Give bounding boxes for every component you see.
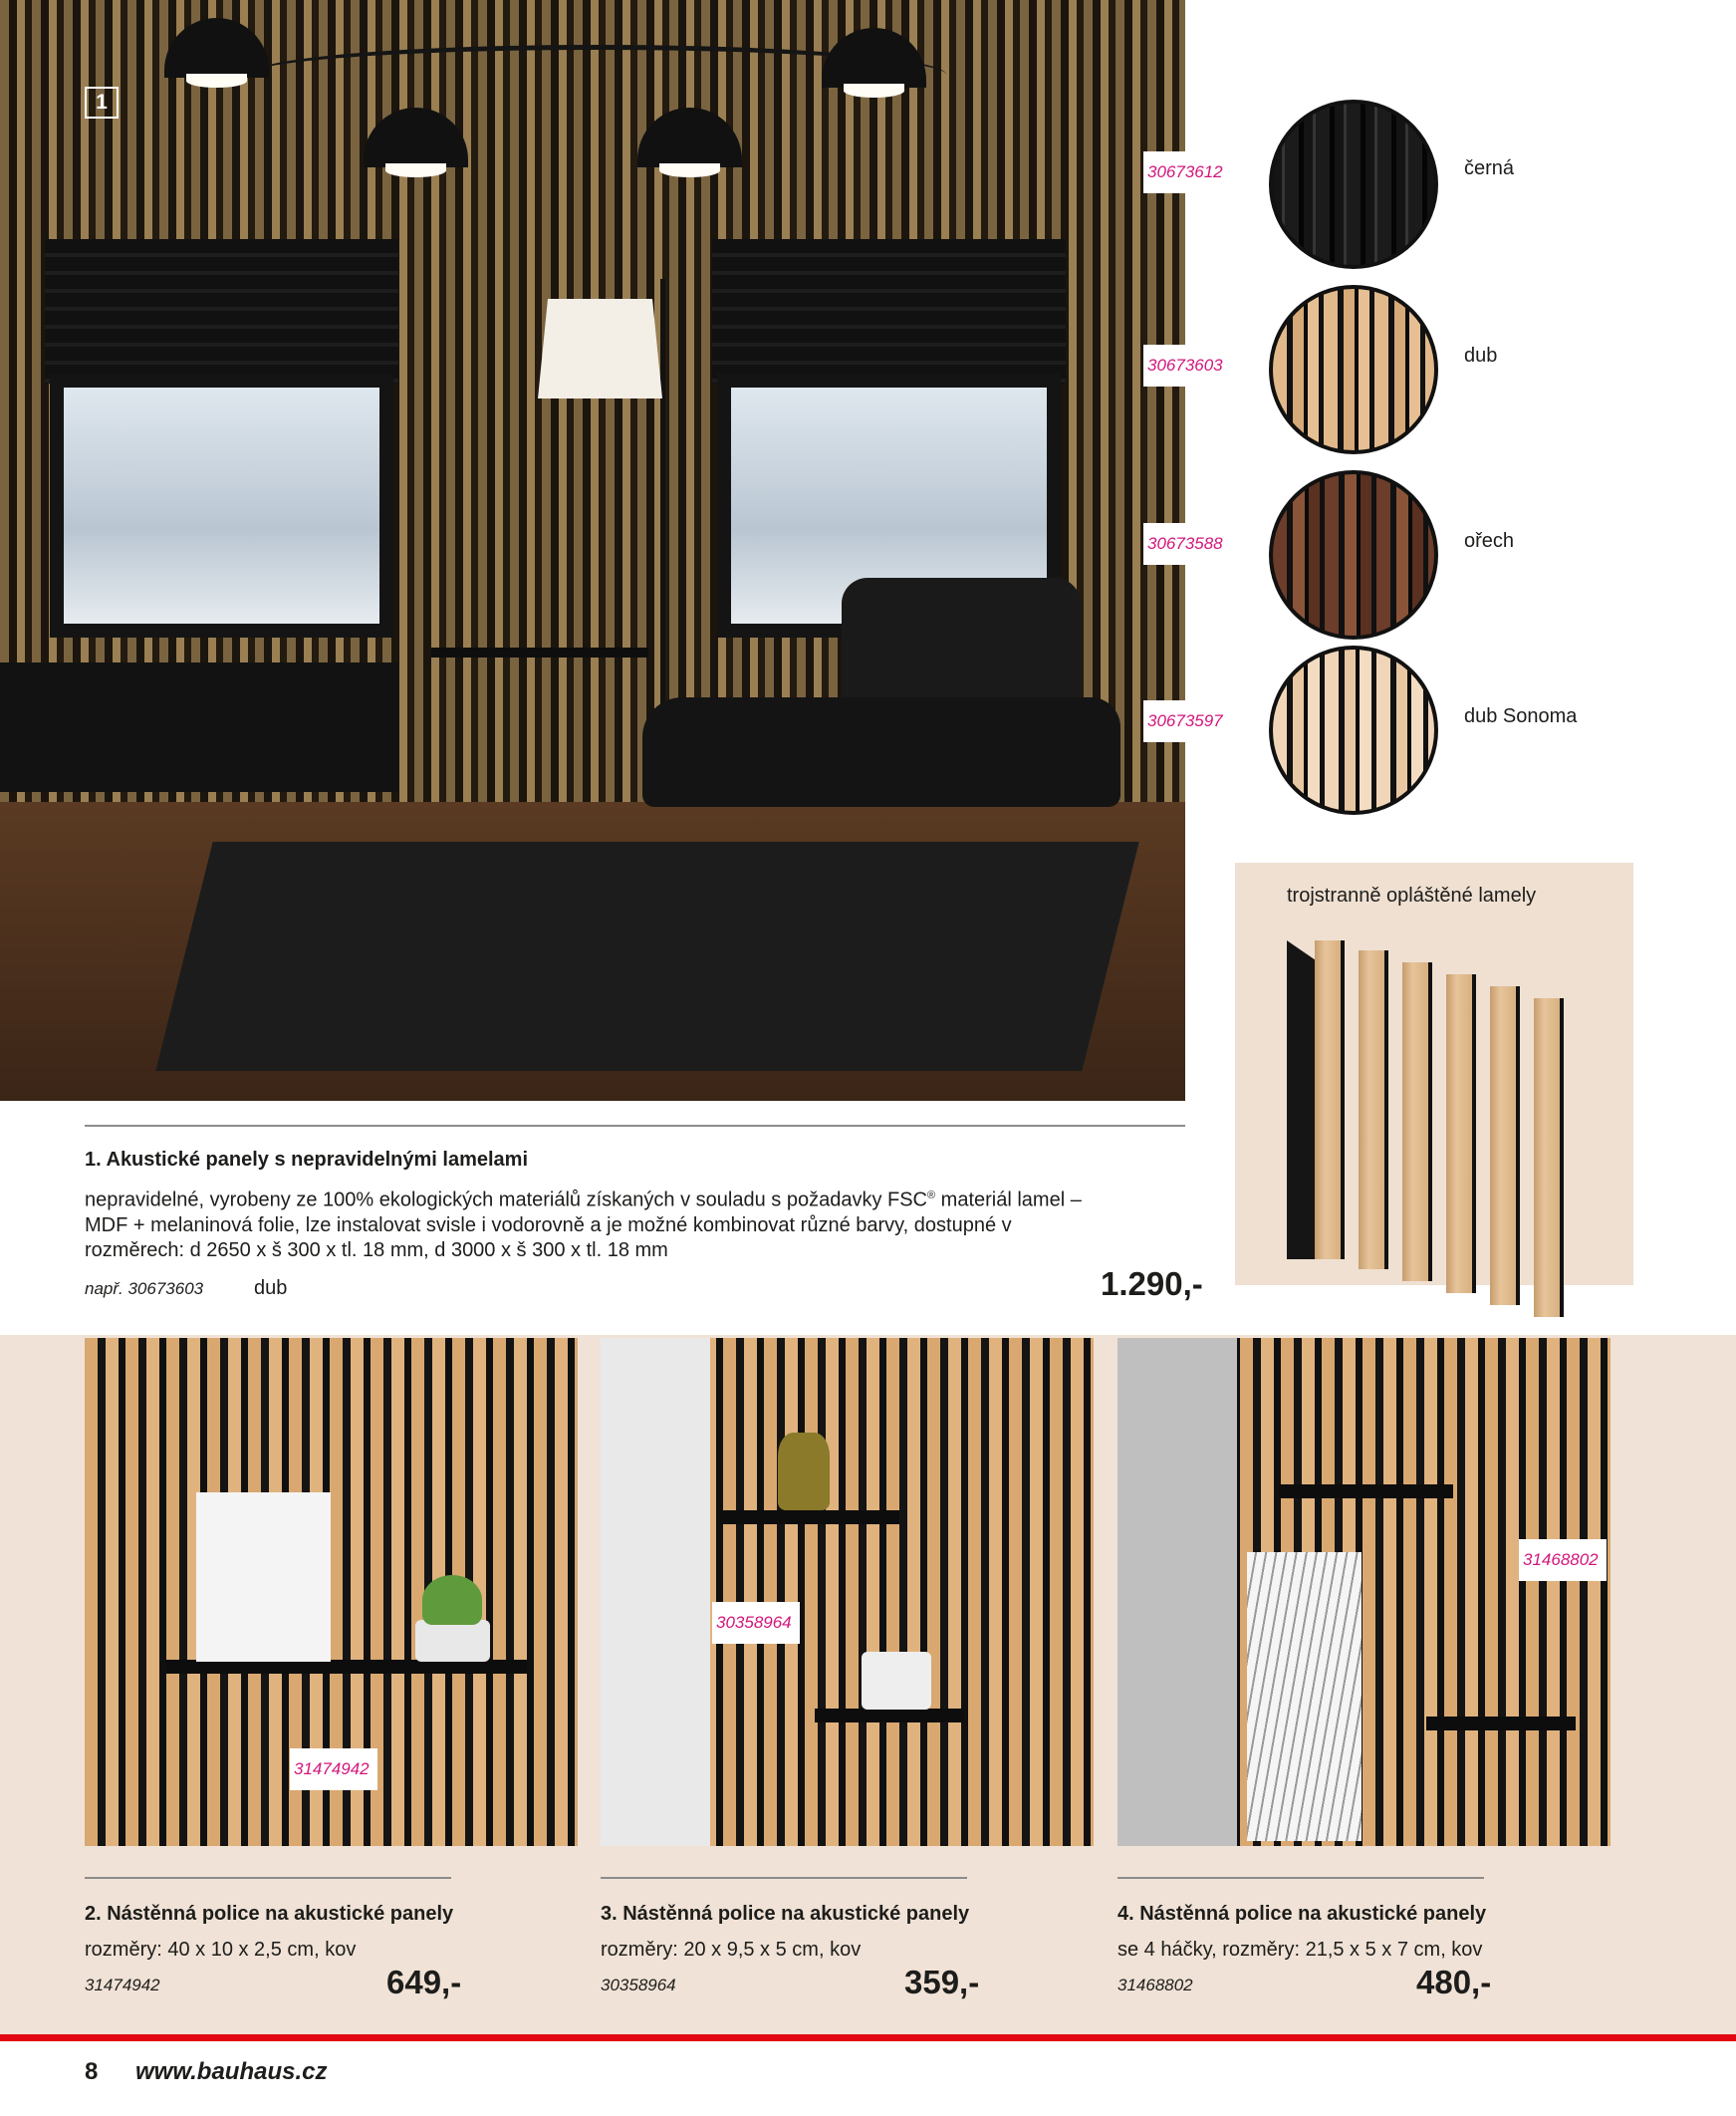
plant-pot xyxy=(862,1652,931,1710)
swatch-color-name: dub Sonoma xyxy=(1464,705,1578,727)
plant xyxy=(422,1575,482,1625)
product-photo-shelf xyxy=(85,1338,578,1846)
shelf xyxy=(815,1709,964,1722)
rug xyxy=(155,842,1138,1071)
swatch-color-name: ořech xyxy=(1464,530,1515,552)
shelf xyxy=(1279,1484,1453,1498)
description-text: nepravidelné, vyrobeny ze 100% ekologických materiálů získaných v souladu s požadavky FSC xyxy=(85,1189,927,1211)
pendant-lamp xyxy=(637,108,742,167)
slat xyxy=(1315,940,1345,1259)
article-code-label: 30673597 xyxy=(1143,700,1231,742)
hanging-shirt xyxy=(1247,1552,1362,1841)
article-code-label: 31474942 xyxy=(290,1748,377,1790)
registered-mark: ® xyxy=(927,1190,936,1201)
article-code-label: 30358964 xyxy=(712,1602,800,1644)
book xyxy=(196,1492,331,1662)
product-title: 3. Nástěnná police na akustické panely xyxy=(601,1903,970,1925)
divider xyxy=(1117,1877,1484,1879)
slat xyxy=(1534,998,1564,1317)
swatch-row-walnut xyxy=(1143,470,1701,640)
product-title: 4. Nástěnná police na akustické panely xyxy=(1117,1903,1487,1925)
price: 359,- xyxy=(904,1964,980,2000)
armchair-seat xyxy=(642,697,1120,807)
slat-panel-illustration xyxy=(1287,940,1576,1259)
slat xyxy=(1490,986,1520,1305)
swatch-color-name: černá xyxy=(1464,157,1515,179)
product-photo-shelf xyxy=(1117,1338,1611,1846)
color-swatch-sonoma-oak xyxy=(1269,646,1438,815)
window-left xyxy=(50,374,393,638)
product-dimensions: se 4 háčky, rozměry: 21,5 x 5 x 7 cm, kov xyxy=(1117,1939,1483,1961)
product-number-badge: 1 xyxy=(85,87,119,119)
side-table xyxy=(431,648,648,658)
color-swatch-oak xyxy=(1269,285,1438,454)
article-code-label: 30673588 xyxy=(1143,523,1231,565)
article-code-label: 30673612 xyxy=(1143,151,1231,193)
article-code: 31474942 xyxy=(85,1976,160,1994)
price: 1.290,- xyxy=(1101,1265,1203,1302)
slat-detail-box xyxy=(1235,863,1633,1285)
diffuser-bottle xyxy=(778,1433,830,1510)
swatch-row-oak xyxy=(1143,285,1701,454)
pendant-lamp xyxy=(364,108,468,167)
swatch-row-sonoma-oak xyxy=(1143,646,1701,815)
footer-red-bar xyxy=(0,2034,1736,2041)
article-code: 30358964 xyxy=(601,1976,676,1994)
plant-pot xyxy=(415,1620,490,1662)
shelf xyxy=(1426,1717,1576,1730)
pendant-lamp xyxy=(822,28,926,88)
example-color: dub xyxy=(254,1277,288,1299)
article-code-label: 31468802 xyxy=(1519,1539,1607,1581)
floor-lamp-shade xyxy=(538,299,662,398)
description-text: materiál lamel – MDF + melaninová folie, lze instalovat svisle i vodorovně a je možné kombinovat různé barvy, dostupné v rozměrech: d 2650 x š 300 x tl. 18 mm, d 3000 x š 300 x tl. 18 mm xyxy=(85,1189,1082,1261)
window-blind-right xyxy=(712,239,1066,384)
shelf xyxy=(720,1510,899,1524)
shelf xyxy=(166,1660,527,1674)
hero-photo-acoustic-panels xyxy=(0,0,1185,1101)
color-swatch-walnut xyxy=(1269,470,1438,640)
product-description xyxy=(85,1184,1091,1263)
window-bench xyxy=(0,662,398,792)
product-dimensions: rozměry: 40 x 10 x 2,5 cm, kov xyxy=(85,1939,357,1961)
product-title: 2. Nástěnná police na akustické panely xyxy=(85,1903,454,1925)
product-dimensions: rozměry: 20 x 9,5 x 5 cm, kov xyxy=(601,1939,862,1961)
swatch-row-black xyxy=(1143,100,1701,269)
page-number: 8 xyxy=(85,2058,99,2085)
example-article-code: např. 30673603 xyxy=(85,1279,204,1298)
slat xyxy=(1446,974,1476,1293)
color-swatch-black xyxy=(1269,100,1438,269)
pendant-lamp xyxy=(164,18,269,78)
divider xyxy=(85,1877,451,1879)
price: 480,- xyxy=(1416,1964,1492,2000)
article-code-label: 30673603 xyxy=(1143,345,1231,387)
felt-backing xyxy=(1287,940,1315,1259)
website-link[interactable]: www.bauhaus.cz xyxy=(135,2058,328,2085)
slat xyxy=(1402,962,1432,1281)
swatch-color-name: dub xyxy=(1464,345,1498,367)
price: 649,- xyxy=(386,1964,462,2000)
product-title: 1. Akustické panely s nepravidelnými lamelami xyxy=(85,1149,529,1171)
slat-detail-title: trojstranně opláštěné lamely xyxy=(1287,885,1537,907)
slat xyxy=(1359,950,1388,1269)
window-blind-left xyxy=(45,239,398,384)
product-photo-shelf xyxy=(601,1338,1094,1846)
divider xyxy=(85,1125,1185,1127)
article-code: 31468802 xyxy=(1117,1976,1193,1994)
divider xyxy=(601,1877,967,1879)
